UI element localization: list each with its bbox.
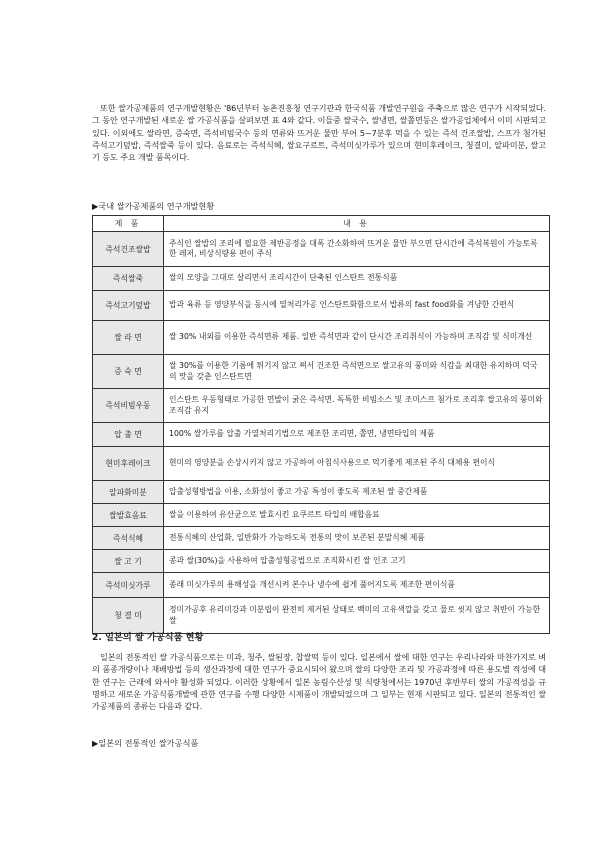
- table-row: [93, 267, 550, 291]
- product-desc: 현미의 영양분을 손상시키지 않고 가공하여 아침식사용으로 먹기좋게 제조된 주식 대체용 편이식: [164, 447, 550, 481]
- product-desc: 압출성형방법을 이용, 소화성이 좋고 가공 특성이 좋도록 제조된 쌀 중간제품: [164, 481, 550, 504]
- product-name: 즉석미싯가루: [93, 573, 164, 598]
- table-row: [93, 389, 550, 423]
- table-row: [93, 423, 550, 447]
- product-desc: 쌀 30% 내외를 이용한 즉석면류 제품. 일반 즉석면과 같이 단시간 조리취식이 가능하며 조직감 및 식미개선: [164, 321, 550, 355]
- product-desc: 전통식혜의 산업화, 일반화가 가능하도록 전통의 맛이 보존된 분말식혜 제품: [164, 527, 550, 550]
- intro-paragraph: 또한 쌀가공제품의 연구개발현황은 '86년부터 농촌진흥청 연구기관과 한국식품 개발연구원을 주축으로 많은 연구가 시작되었다. 그 동안 연구개발된 새로운 쌀 가공식품을 살펴보면 표 4와 같다. 이들중 쌀국수, 쌀냉면, 쌀쫄면등은 쌀가공업체에서 이미 시판되고 있다. 이외에도 쌀라면, 증숙면, 즉석비빔국수 등의 면류와 뜨거운 물만 부어 5~7분후 먹을 수 있는 즉석 건조쌀밥, 스프가 첨가된 즉석고기덮밥, 즉석쌀죽 등이 있다. 음료로는 즉석식혜, 쌀요구르트, 즉석미싯가루가 있으며 현미후레이크, 청결미, 알파미분, 쌀고기 등도 주요 개발 품목이다.: [92, 103, 546, 163]
- product-name: 쌀 고 기: [93, 550, 164, 573]
- product-desc: 쌀 30%를 이용한 기름에 튀기지 않고 쪄서 건조한 즉석면으로 쌀고유의 풍미와 식감을 최대한 유지하며 덕국의 맛을 갖춘 인스탄트면: [164, 355, 550, 389]
- product-name: 즉석쌀죽: [93, 267, 164, 291]
- japan-paragraph: 일본의 전통적인 쌀 가공식품으로는 미과, 청주, 쌀된장, 찹쌀떡 등이 있다. 일본에서 쌀에 대한 연구는 우리나라와 마찬가지로 벼의 품종개량이나 재배방법 등의 생산과정에 대한 연구가 중요시되어 왔으며 쌀의 다양한 조리 및 가공과정에 따른 용도별 적성에 대한 연구는 근래에 와서야 활성화 되었다. 이러한 상황에서 일본 농림수산성 및 식량청에서는 1970년 후반부터 쌀의 가공적성을 규명하고 새로운 가공식품개발에 관한 연구를 수행 다양한 시제품이 개발되었으며 그 일부는 현재 시판되고 있다. 일본의 전통적인 쌀 가공제품의 종류는 다음과 같다.: [92, 652, 546, 712]
- product-desc: 종래 미싯가루의 용해성을 개선시켜 본수나 냉수에 쉽게 풀어지도록 제조한 편이식품: [164, 573, 550, 598]
- research-status-table: [92, 215, 550, 634]
- product-name: 현미후레이크: [93, 447, 164, 481]
- japan-caption: ▶일본의 전통적인 쌀가공식품: [92, 738, 199, 748]
- section-heading: 2. 일본의 쌀 가공식품 현황: [92, 632, 204, 643]
- table-row: [93, 291, 550, 321]
- product-desc: 쌀을 이용하여 유산균으로 발효시킨 요쿠르트 타입의 배합음료: [164, 504, 550, 527]
- product-desc: 쌀의 모양을 그대로 살리면서 조리시간이 단축된 인스탄트 전통식품: [164, 267, 550, 291]
- table-header-row: [93, 216, 550, 232]
- product-desc: 콩과 쌀(30%)을 사용하여 압출성형공법으로 조직화시킨 쌀 인조 고기: [164, 550, 550, 573]
- product-name: 즉석비빔우동: [93, 389, 164, 423]
- product-name: 청 결 미: [93, 598, 164, 634]
- product-name: 즉석건조쌀밥: [93, 232, 164, 267]
- table-row: [93, 355, 550, 389]
- product-name: 알파화미분: [93, 481, 164, 504]
- product-name: 즉석고기덮밥: [93, 291, 164, 321]
- product-desc: 주식인 쌀밥의 조리에 필요한 제반공정을 대폭 간소화하여 뜨거운 물만 부으면 단시간에 즉석복원이 가능토록 한 레저, 비상식량용 편이 주식: [164, 232, 550, 267]
- header-content: 내 용: [164, 216, 550, 232]
- table-row: [93, 573, 550, 598]
- product-name: 쌀 라 면: [93, 321, 164, 355]
- product-name: 쌀발효음료: [93, 504, 164, 527]
- product-desc: 100% 쌀가루를 압출 가열처리기법으로 제조한 조리면, 쫄면, 냉면타입의 제품: [164, 423, 550, 447]
- table-row: [93, 550, 550, 573]
- product-name: 증 숙 면: [93, 355, 164, 389]
- table-row: [93, 321, 550, 355]
- table-row: [93, 481, 550, 504]
- table-row: [93, 504, 550, 527]
- product-desc: 정미가공후 유리미강과 미분립이 완전히 제거된 상태로 백미의 고유색깔을 갖고 물로 씻지 않고 취반이 가능한 쌀: [164, 598, 550, 634]
- product-name: 즉석식혜: [93, 527, 164, 550]
- product-name: 압 출 면: [93, 423, 164, 447]
- table-row: [93, 527, 550, 550]
- table-row: [93, 598, 550, 634]
- table-row: [93, 447, 550, 481]
- header-product: 제 품: [93, 216, 164, 232]
- product-desc: 밥과 육류 등 영양부식을 동시에 열처리가공 인스탄트화함으로서 밥류의 fast food화를 겨냥한 간편식: [164, 291, 550, 321]
- table-caption: ▶국내 쌀가공제품의 연구개발현황: [92, 201, 215, 211]
- product-desc: 인스탄트 우동형태로 가공한 면발이 굵은 즉석면. 독특한 비빔소스 및 조미스프 첨가로 조리후 쌀고유의 풍미와 조직감 유지: [164, 389, 550, 423]
- table-row: [93, 232, 550, 267]
